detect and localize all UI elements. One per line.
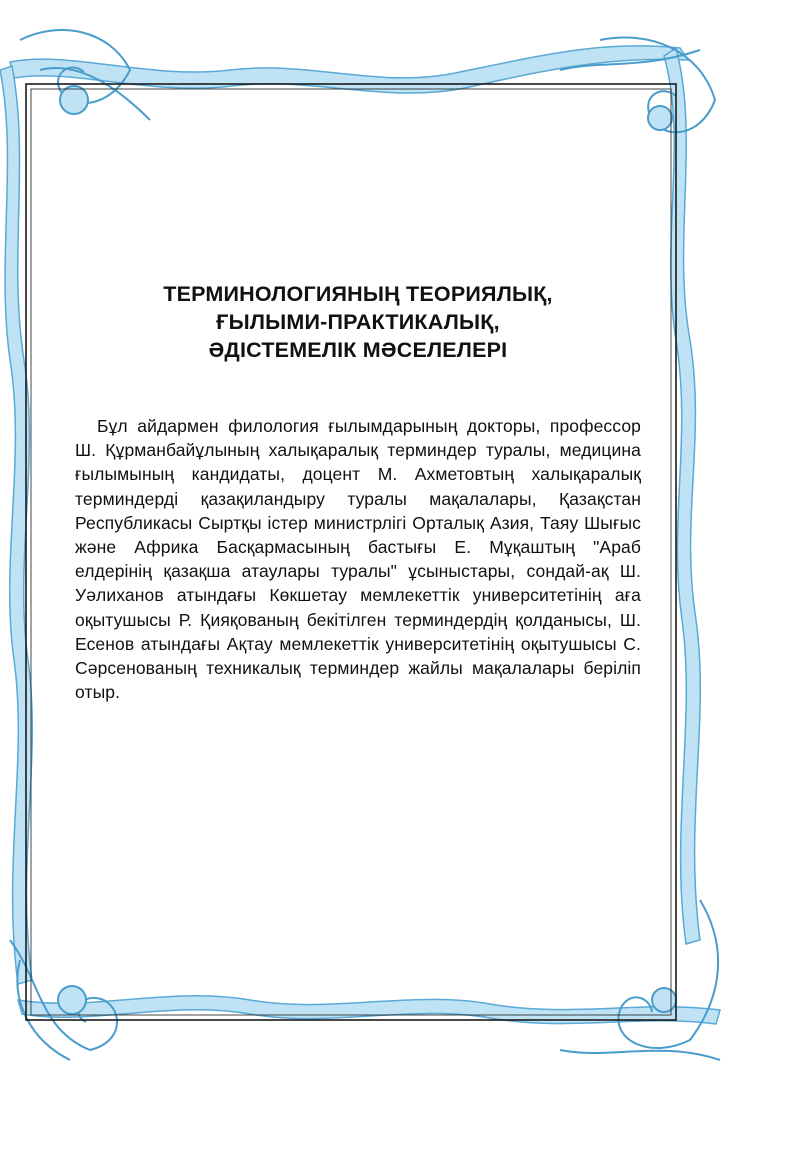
title-line-1: ТЕРМИНОЛОГИЯНЫҢ ТЕОРИЯЛЫҚ, xyxy=(163,282,553,306)
right-ribbon xyxy=(664,48,700,944)
left-ribbon xyxy=(0,66,32,984)
page-content xyxy=(75,280,641,704)
body-paragraph: Бұл айдармен филология ғылымдарының докторы, профессор Ш. Құрманбайұлының халықаралық терминдер туралы, медицина ғылымының кандидаты, доцент М. Ахметовтың халықаралық терминдерді қазақиландыру туралы мақалалары, Қазақстан Республикасы Сыртқы істер министрлігі Орталық Азия, Таяу Шығыс және Африка Басқармасының бастығы Е. Мұқаштың "Араб елдерінің қазақша атаулары туралы" ұсыныстары, сондай-ақ Ш. Уәлиханов атындағы Көкшетау мемлекеттік университетінің аға оқытушысы Р. Қияқованың бекітілген терминдердің қолданысы, Ш. Есенов атындағы Ақтау мемлекеттік университетінің оқытушысы С. Сәрсенованың техникалық терминдер жайлы мақалалары беріліп отыр. xyxy=(75,416,641,703)
title-line-3: ӘДІСТЕМЕЛІК МӘСЕЛЕЛЕРІ xyxy=(208,338,508,362)
top-ribbon xyxy=(10,46,688,93)
page-title xyxy=(75,280,641,364)
title-line-2: ҒЫЛЫМИ-ПРАКТИКАЛЫҚ, xyxy=(216,310,500,334)
